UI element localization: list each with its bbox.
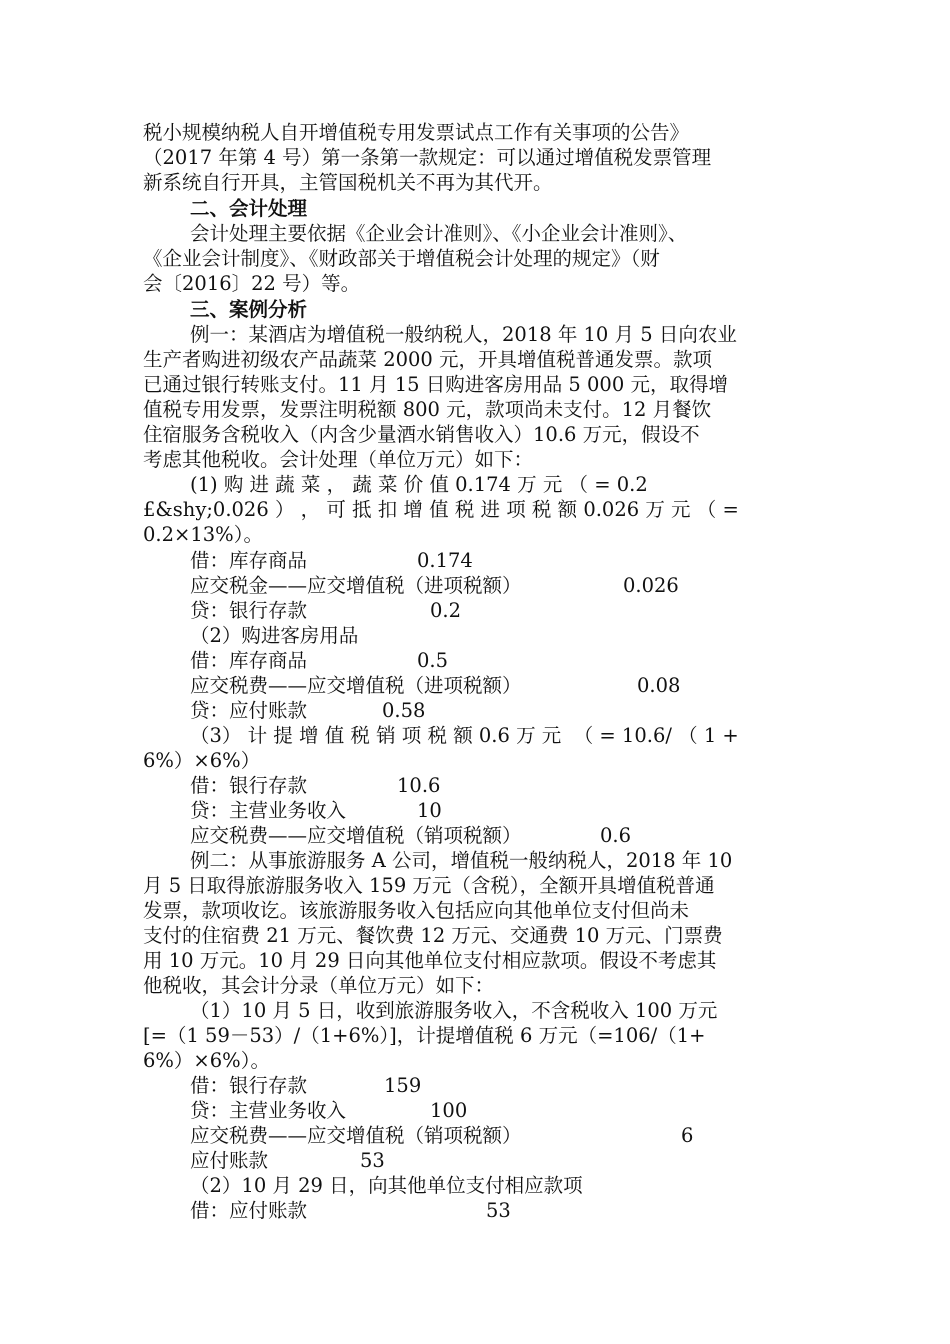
- journal-entry-label: 借：银行存款: [190, 774, 308, 797]
- paragraph-line: 例二：从事旅游服务 A 公司，增值税一般纳税人，2018 年 10: [190, 849, 733, 872]
- paragraph-line: 用 10 万元。10 月 29 日向其他单位支付相应款项。假设不考虑其: [143, 949, 717, 972]
- journal-entry-amount: 0.6: [600, 824, 632, 847]
- journal-entry-label: 应交税费——应交增值税（进项税额）: [190, 674, 522, 697]
- paragraph-line: 月 5 日取得旅游服务收入 159 万元（含税），全额开具增值税普通: [143, 874, 715, 897]
- journal-entry-amount: 0.08: [637, 674, 681, 697]
- paragraph-line: 例一：某酒店为增值税一般纳税人，2018 年 10 月 5 日向农业: [190, 323, 737, 346]
- journal-entry-amount: 0.2: [430, 599, 462, 622]
- paragraph-line: （1）10 月 5 日，收到旅游服务收入，不含税收入 100 万元: [190, 999, 718, 1022]
- journal-entry-amount: 0.026: [623, 574, 679, 597]
- paragraph-line: [=（1 59－53）/（1+6%）]，计提增值税 6 万元（=106/（1+: [143, 1024, 706, 1047]
- paragraph-line: £&shy;0.026 ） ， 可 抵 扣 增 值 税 进 项 税 额 0.026 万 元 （ =: [143, 498, 739, 521]
- paragraph-line: 税小规模纳税人自开增值税专用发票试点工作有关事项的公告》: [143, 121, 690, 144]
- journal-entry-label: 应付账款: [190, 1149, 269, 1172]
- paragraph-line: 《企业会计制度》、《财政部关于增值税会计处理的规定》（财: [143, 247, 660, 270]
- paragraph-line: 他税收，其会计分录（单位万元）如下：: [143, 974, 495, 997]
- paragraph-line: （2）购进客房用品: [190, 624, 359, 647]
- journal-entry-amount: 10.6: [397, 774, 441, 797]
- journal-entry-amount: 0.58: [382, 699, 426, 722]
- journal-entry-amount: 53: [486, 1199, 511, 1222]
- journal-entry-label: 借：库存商品: [190, 549, 308, 572]
- paragraph-line: 支付的住宿费 21 万元、餐饮费 12 万元、交通费 10 万元、门票费: [143, 924, 723, 947]
- journal-entry-label: 应交税金——应交增值税（进项税额）: [190, 574, 522, 597]
- journal-entry-label: 贷：银行存款: [190, 599, 308, 622]
- journal-entry-label: 借：应付账款: [190, 1199, 308, 1222]
- paragraph-line: (1) 购 进 蔬 菜 ， 蔬 菜 价 值 0.174 万 元 （ = 0.2: [190, 473, 648, 496]
- paragraph-line: 住宿服务含税收入（内含少量酒水销售收入）10.6 万元，假设不: [143, 423, 700, 446]
- paragraph-line: 0.2×13%）。: [143, 523, 263, 546]
- journal-entry-label: 借：银行存款: [190, 1074, 308, 1097]
- paragraph-line: （3） 计 提 增 值 税 销 项 税 额 0.6 万 元 （ = 10.6/ （ 1 +: [190, 724, 739, 747]
- journal-entry-amount: 10: [417, 799, 442, 822]
- section-heading-cases: 三、案例分析: [190, 298, 308, 321]
- paragraph-line: 考虑其他税收。会计处理（单位万元）如下：: [143, 448, 534, 471]
- journal-entry-amount: 0.174: [417, 549, 473, 572]
- journal-entry-label: 贷：主营业务收入: [190, 799, 347, 822]
- journal-entry-label: 借：库存商品: [190, 649, 308, 672]
- paragraph-line: 6%）×6%）: [143, 749, 261, 772]
- paragraph-line: 已通过银行转账支付。11 月 15 日购进客房用品 5 000 元，取得增: [143, 373, 728, 396]
- paragraph-line: （2）10 月 29 日，向其他单位支付相应款项: [190, 1174, 583, 1197]
- paragraph-line: 发票，款项收讫。该旅游服务收入包括应向其他单位支付但尚未: [143, 899, 690, 922]
- journal-entry-amount: 6: [681, 1124, 694, 1147]
- journal-entry-label: 应交税费——应交增值税（销项税额）: [190, 1124, 522, 1147]
- journal-entry-amount: 159: [384, 1074, 422, 1097]
- journal-entry-amount: 0.5: [417, 649, 449, 672]
- section-heading-accounting: 二、会计处理: [190, 197, 308, 220]
- journal-entry-amount: 100: [430, 1099, 468, 1122]
- paragraph-line: 会计处理主要依据《企业会计准则》、《小企业会计准则》、: [190, 222, 688, 245]
- journal-entry-label: 贷：主营业务收入: [190, 1099, 347, 1122]
- paragraph-line: 新系统自行开具，主管国税机关不再为其代开。: [143, 171, 553, 194]
- paragraph-line: 值税专用发票，发票注明税额 800 元，款项尚未支付。12 月餐饮: [143, 398, 712, 421]
- journal-entry-label: 贷：应付账款: [190, 699, 308, 722]
- journal-entry-label: 应交税费——应交增值税（销项税额）: [190, 824, 522, 847]
- paragraph-line: 6%）×6%）。: [143, 1049, 270, 1072]
- paragraph-line: 会〔2016〕22 号）等。: [143, 272, 361, 295]
- paragraph-line: （2017 年第 4 号）第一条第一款规定：可以通过增值税发票管理: [143, 146, 712, 169]
- paragraph-line: 生产者购进初级农产品蔬菜 2000 元，开具增值税普通发票。款项: [143, 348, 713, 371]
- journal-entry-amount: 53: [360, 1149, 385, 1172]
